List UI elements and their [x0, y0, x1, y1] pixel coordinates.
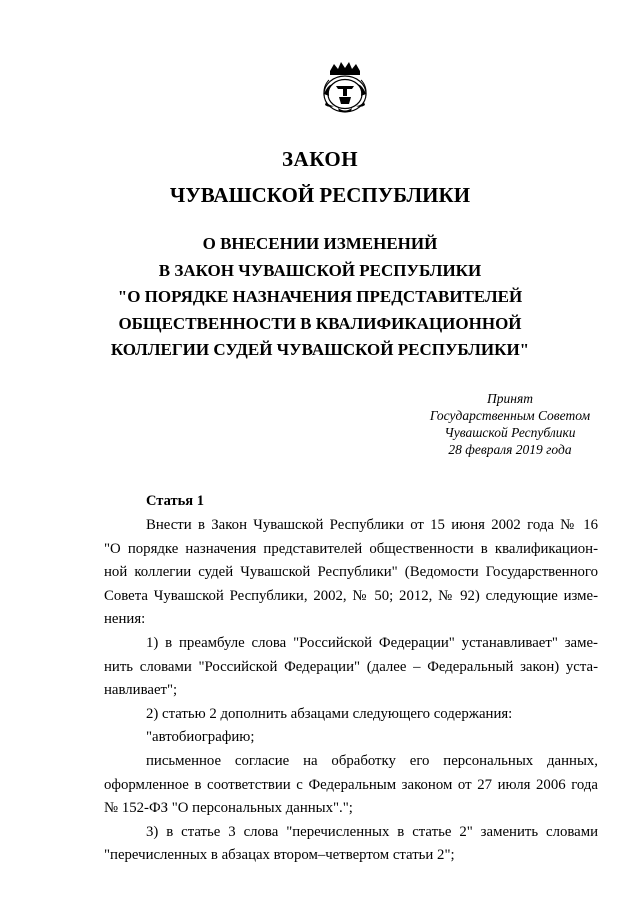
- law-subtitle: [0, 231, 640, 364]
- paragraph-line: нить словами "Российской Федерации" (далее – Федеральный закон) уста-: [104, 658, 598, 675]
- subtitle-line: "О ПОРЯДКЕ НАЗНАЧЕНИЯ ПРЕДСТАВИТЕЛЕЙ: [117, 287, 523, 306]
- paragraph-line: "О порядке назначения представителей общественности в квалификацион-: [104, 540, 598, 557]
- article-body: [104, 514, 598, 868]
- subtitle-line: ОБЩЕСТВЕННОСТИ В КВАЛИФИКАЦИОННОЙ: [118, 313, 522, 333]
- adopted-date: 28 февраля 2019 года: [448, 442, 572, 457]
- paragraph-line: Совета Чувашской Республики, 2002, № 50; 2012, № 92) следующие изме-: [104, 587, 598, 604]
- paragraph-line: № 152-ФЗ "О персональных данных".";: [104, 800, 353, 817]
- adopted-by-republic: Чувашской Республики: [444, 425, 576, 440]
- republic-title: ЧУВАШСКОЙ РЕСПУБЛИКИ: [169, 183, 471, 207]
- subtitle-line: КОЛЛЕГИИ СУДЕЙ ЧУВАШСКОЙ РЕСПУБЛИКИ": [110, 340, 530, 359]
- paragraph-line: 2) статью 2 дополнить абзацами следующего содержания:: [146, 705, 513, 722]
- adopted-by: Государственным Советом: [429, 408, 591, 423]
- adoption-note: [380, 390, 640, 458]
- paragraph-line: ной коллегии судей Чувашской Республики" (Ведомости Государственного: [104, 564, 598, 581]
- paragraph-line: 1) в преамбуле слова "Российской Федерации" устанавливает" заме-: [146, 634, 598, 651]
- paragraph-line: оформленное в соответствии с Федеральным законом от 27 июля 2006 года: [104, 776, 598, 793]
- subtitle-line: О ВНЕСЕНИИ ИЗМЕНЕНИЙ: [202, 234, 438, 253]
- chuvash-emblem-icon: [312, 58, 378, 116]
- paragraph-line: нения:: [104, 611, 146, 628]
- paragraph-line: Внести в Закон Чувашской Республики от 15 июня 2002 года № 16: [146, 517, 598, 533]
- law-title: ЗАКОН: [281, 147, 359, 171]
- paragraph-line: навливает";: [104, 682, 178, 699]
- paragraph-line: "автобиографию;: [146, 729, 255, 746]
- article-title: Статья 1: [146, 493, 204, 509]
- paragraph-line: "перечисленных в абзацах втором–четвертом статьи 2";: [104, 847, 455, 864]
- adopted-label: Принят: [487, 391, 533, 406]
- paragraph-line: письменное согласие на обработку его персональных данных,: [146, 752, 598, 769]
- paragraph-line: 3) в статье 3 слова "перечисленных в статье 2" заменить словами: [146, 823, 598, 840]
- subtitle-line: В ЗАКОН ЧУВАШСКОЙ РЕСПУБЛИКИ: [158, 260, 482, 280]
